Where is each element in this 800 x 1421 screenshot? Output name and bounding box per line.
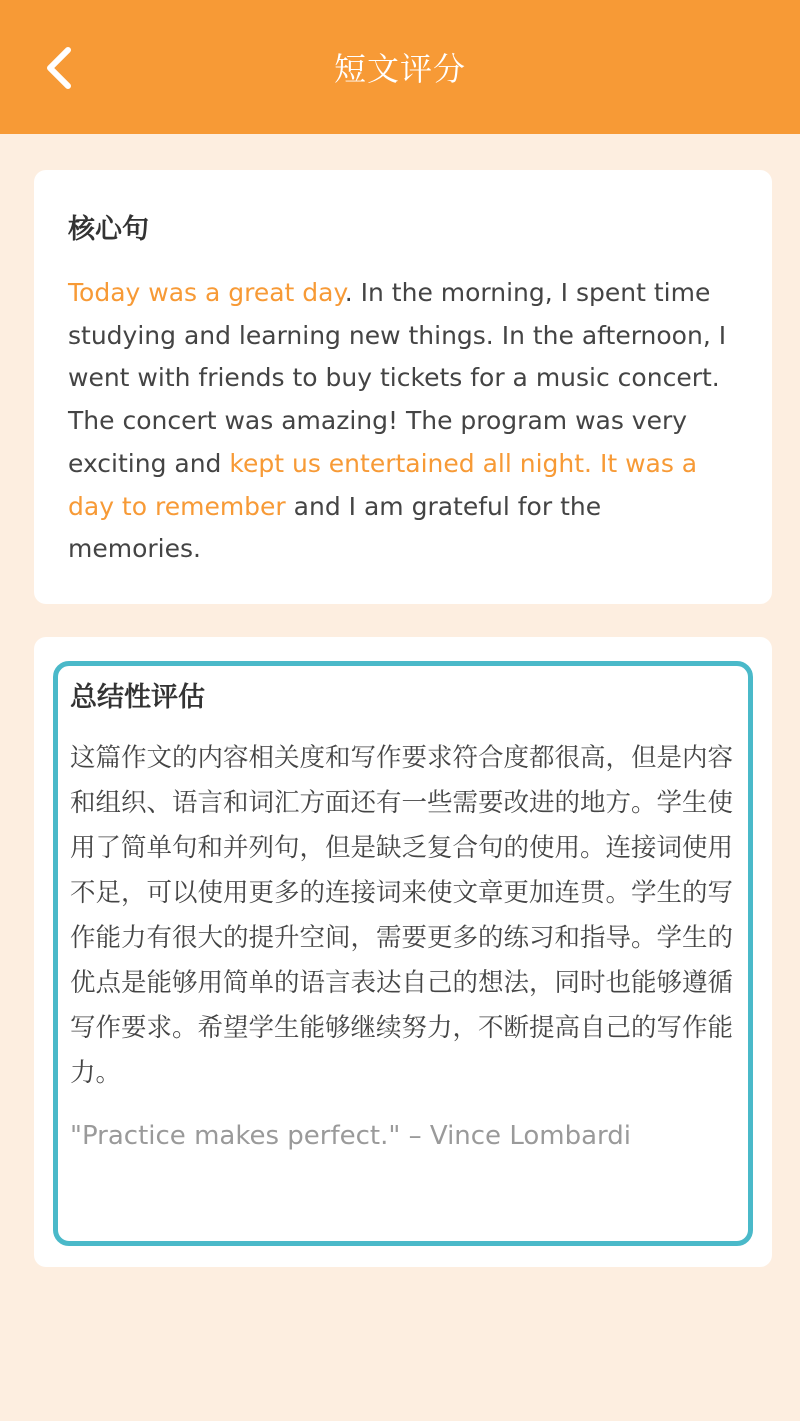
page-title: 短文评分 [333, 50, 466, 88]
plain-text-segment: . In the morning, I spent time studying and learning new things. In the afternoon, I went with friends to buy tickets for a music concert. The concert was amazing! The program was very exciting and [68, 278, 727, 478]
evaluation-card [34, 637, 772, 1267]
evaluation-title: 总结性评估 [70, 682, 205, 713]
highlighted-sentence: Today was a great day [68, 278, 345, 307]
evaluation-box [53, 661, 753, 1246]
core-sentence-text [68, 272, 738, 571]
core-sentence-card [34, 170, 772, 604]
evaluation-quote: "Practice makes perfect." – Vince Lombardi [70, 1121, 631, 1151]
evaluation-text: 这篇作文的内容相关度和写作要求符合度都很高，但是内容和组织、语言和词汇方面还有一些需要改进的地方。学生使用了简单句和并列句，但是缺乏复合句的使用。连接词使用不足，可以使用更多的连接词来使文章更加连贯。学生的写作能力有很大的提升空间，需要更多的练习和指导。学生的优点是能够用简单的语言表达自己的想法，同时也能够遵循写作要求。希望学生能够继续努力，不断提高自己的写作能力。 [70, 743, 734, 1088]
plain-text-segment: and I am grateful for the memories. [68, 491, 602, 564]
highlighted-sentence: kept us entertained all night. It was a day to remember [68, 448, 698, 521]
top-bar [0, 0, 800, 134]
core-sentence-title: 核心句 [68, 214, 149, 245]
